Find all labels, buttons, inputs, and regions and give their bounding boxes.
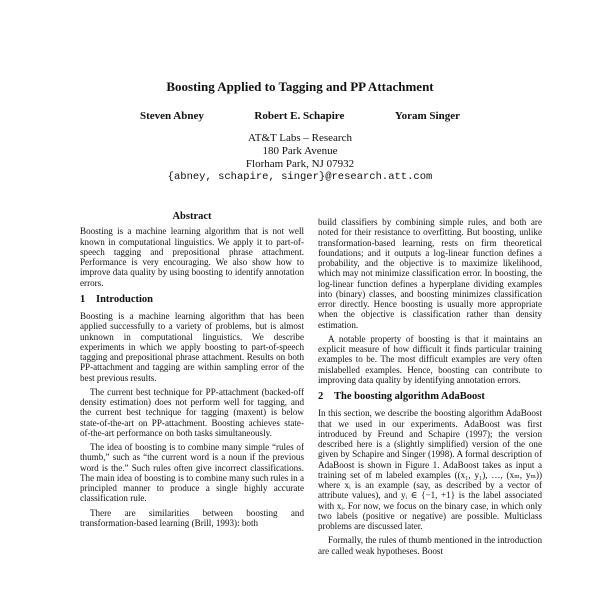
paragraph: build classifiers by combining simple rules, and both are noted for their resistance to overfitting. But boosting, unlike transformation-based learning, rests on firm theoretical foundations; and it outputs a log-linear function defines a probability, and the objective is to maximize likelihood, which may not minimize classification error. In boosting, the log-linear function defines a hyperplane dividing examples into (binary) classes, and boosting minimizes classification error directly. Hence boosting is usually more appropriate when the objective is classification rather than density estimation. [318, 217, 542, 330]
author-list [140, 110, 460, 122]
abstract-heading: Abstract [172, 211, 212, 222]
author-email: {abney, schapire, singer}@research.att.com [167, 171, 433, 183]
paragraph: Boosting is a machine learning algorithm that has been applied successfully to a variety of problems, but is almost unknown in computational linguistics. We describe experiments in which we apply boosting to part-of-speech tagging and prepositional phrase attachment. Results on both PP-attachment and tagging are within sampling error of the best previous results. [80, 311, 304, 383]
author-name: Yoram Singer [394, 110, 460, 122]
section-title: The boosting algorithm AdaBoost [334, 391, 485, 402]
section-heading-introduction [80, 295, 304, 305]
paragraph: Formally, the rules of thumb mentioned in the introduction are called weak hypotheses. Boost [318, 535, 542, 556]
affiliation-line: 180 Park Avenue [262, 145, 338, 157]
paragraph: A notable property of boosting is that it maintains an explicit measure of how difficult it finds particular training examples to be. The most difficult examples are very often mislabelled examples. Hence, boosting can contribute to improving data quality by identifying annotation errors. [318, 333, 542, 385]
paragraph: In this section, we describe the boosting algorithm AdaBoost that we used in our experiments. AdaBoost was first introduced by Freund and Schapire (1997); the version described here is a (slightly simplified) version of the one given by Schapire and Singer (1998). A formal description of AdaBoost is shown in Figure 1. AdaBoost takes as input a training set of m labeled examples ((x₁, y₁), …, (xₘ, yₘ)) where xᵢ is an example (say, as described by a vector of attribute values), and yᵢ ∈ {−1, +1} is the label associated with xᵢ. For now, we focus on the binary case, in which only two labels (positive or negative) are possible. Multiclass problems are discussed later. [318, 408, 542, 531]
right-column [318, 217, 542, 560]
affiliation-line: AT&T Labs – Research [248, 132, 352, 144]
abstract-text: Boosting is a machine learning algorithm that is not well known in computational linguistics. We apply it to part-of-speech tagging and prepositional phrase attachment. Performance is very encouraging. We also show how to improve data quality by using boosting to identify annotation errors. [80, 226, 304, 288]
affiliation-line: Florham Park, NJ 07932 [245, 158, 355, 170]
section-number: 2 [318, 391, 324, 402]
author-name: Steven Abney [140, 110, 204, 122]
left-column [80, 212, 304, 532]
section-number: 1 [80, 293, 86, 305]
paragraph: The current best technique for PP-attachment (backed-off density estimation) does not perform well for tagging, and the current best technique for tagging (maxent) is below state-of-the-art on PP-attachment. Boosting achieves state-of-the-art performance on both tasks simultaneously. [80, 386, 304, 438]
section-title: Introduction [96, 293, 153, 305]
paragraph: There are similarities between boosting and transformation-based learning (Brill, 1993): both [80, 507, 304, 528]
paper-title: Boosting Applied to Tagging and PP Attachment [166, 79, 434, 94]
section-heading-adaboost [318, 392, 542, 402]
paragraph: The idea of boosting is to combine many simple “rules of thumb,” such as “the current word is a noun if the previous word is the.” Such rules often give incorrect classifications. The main idea of boosting is to combine many such rules in a principled manner to produce a single highly accurate classification rule. [80, 442, 304, 504]
author-name: Robert E. Schapire [254, 110, 345, 122]
affiliation-block [0, 132, 600, 184]
